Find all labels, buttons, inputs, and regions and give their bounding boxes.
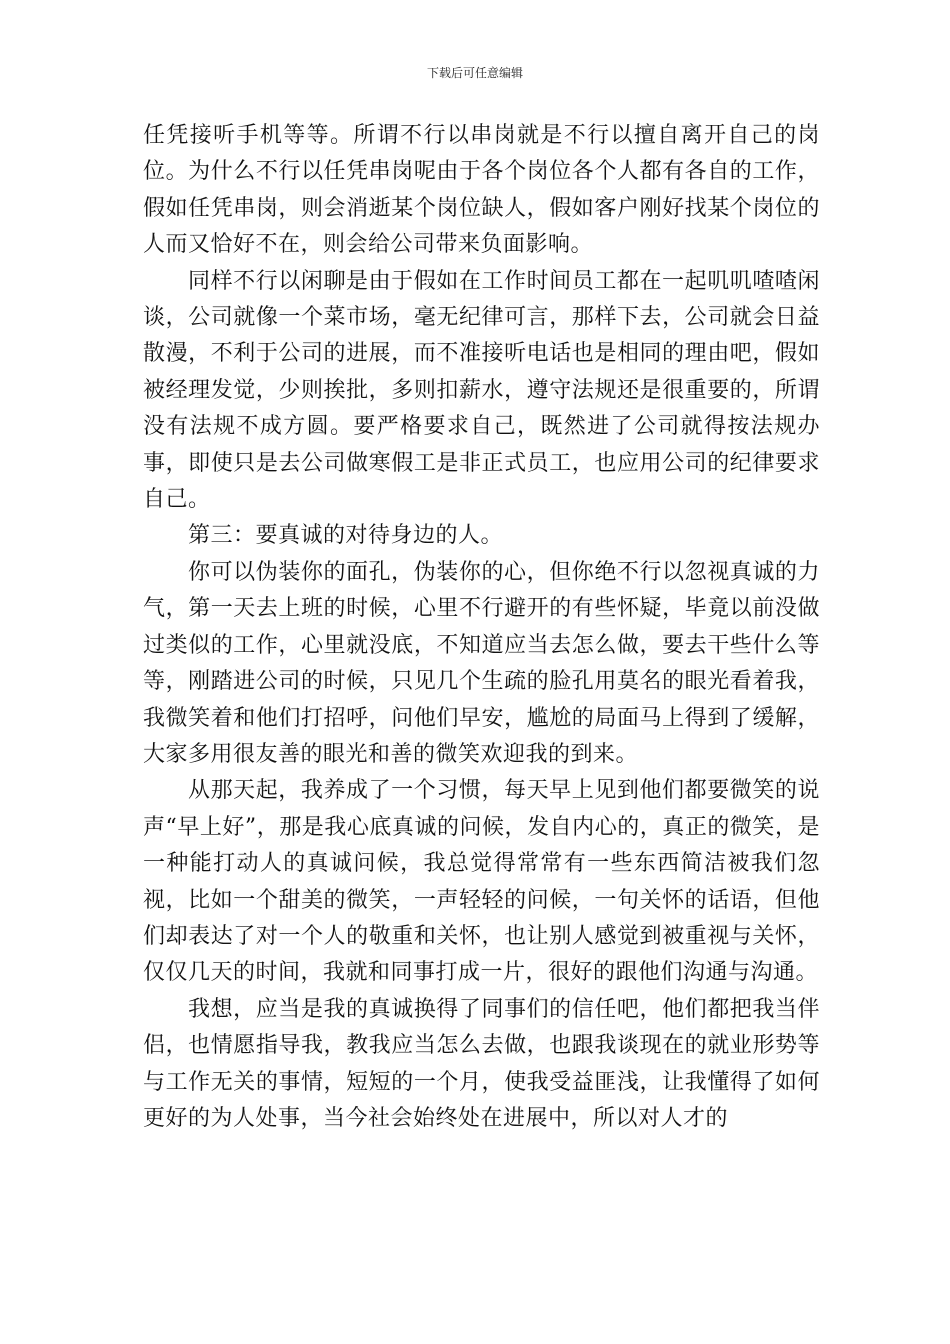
paragraph-5: 我想，应当是我的真诚换得了同事们的信任吧，他们都把我当伴侣，也情愿指导我，教我应当怎么去做，也跟我谈现在的就业形势等与工作无关的事情，短短的一个月，使我受益匪浅，让我懂得了如何更好的为人处事，当今社会始终处在进展中，所以对人才的 — [143, 996, 820, 1131]
paragraph-2: 同样不行以闲聊是由于假如在工作时间员工都在一起叽叽喳喳闲谈，公司就像一个菜市场，毫无纪律可言，那样下去，公司就会日益散漫，不利于公司的进展，而不准接听电话也是相同的理由吧，假如被经理发觉，少则挨批，多则扣薪水，遵守法规还是很重要的，所谓没有法规不成方圆。要严格要求自己，既然进了公司就得按法规办事，即使只是去公司做寒假工是非正式员工，也应用公司的纪律要求自己。 — [143, 268, 820, 513]
document-body — [143, 118, 820, 1137]
section-heading: 第三：要真诚的对待身边的人。 — [188, 523, 504, 549]
page-header: 下载后可任意编辑 — [426, 66, 523, 80]
paragraph-4: 从那天起，我养成了一个习惯，每天早上见到他们都要微笑的说声“早上好”，那是我心底真诚的问候，发自内心的，真正的微笑，是一种能打动人的真诚问候，我总觉得常常有一些东西简洁被我们忽视，比如一个甜美的微笑，一声轻轻的问候，一句关怀的话语，但他们却表达了对一个人的敬重和关怀，也让别人感觉到被重视与关怀，仅仅几天的时间，我就和同事打成一片，很好的跟他们沟通与沟通。 — [143, 778, 820, 986]
paragraph-3: 你可以伪装你的面孔，伪装你的心，但你绝不行以忽视真诚的力气，第一天去上班的时候，心里不行避开的有些怀疑，毕竟以前没做过类似的工作，心里就没底，不知道应当去怎么做，要去干些什么等等，刚踏进公司的时候，只见几个生疏的脸孔用莫名的眼光看着我，我微笑着和他们打招呼，问他们早安，尴尬的局面马上得到了缓解，大家多用很友善的眼光和善的微笑欢迎我的到来。 — [143, 559, 820, 767]
paragraph-1: 任凭接听手机等等。所谓不行以串岗就是不行以擅自离开自己的岗位。为什么不行以任凭串岗呢由于各个岗位各个人都有各自的工作，假如任凭串岗，则会消逝某个岗位缺人，假如客户刚好找某个岗位的人而又恰好不在，则会给公司带来负面影响。 — [143, 123, 820, 258]
